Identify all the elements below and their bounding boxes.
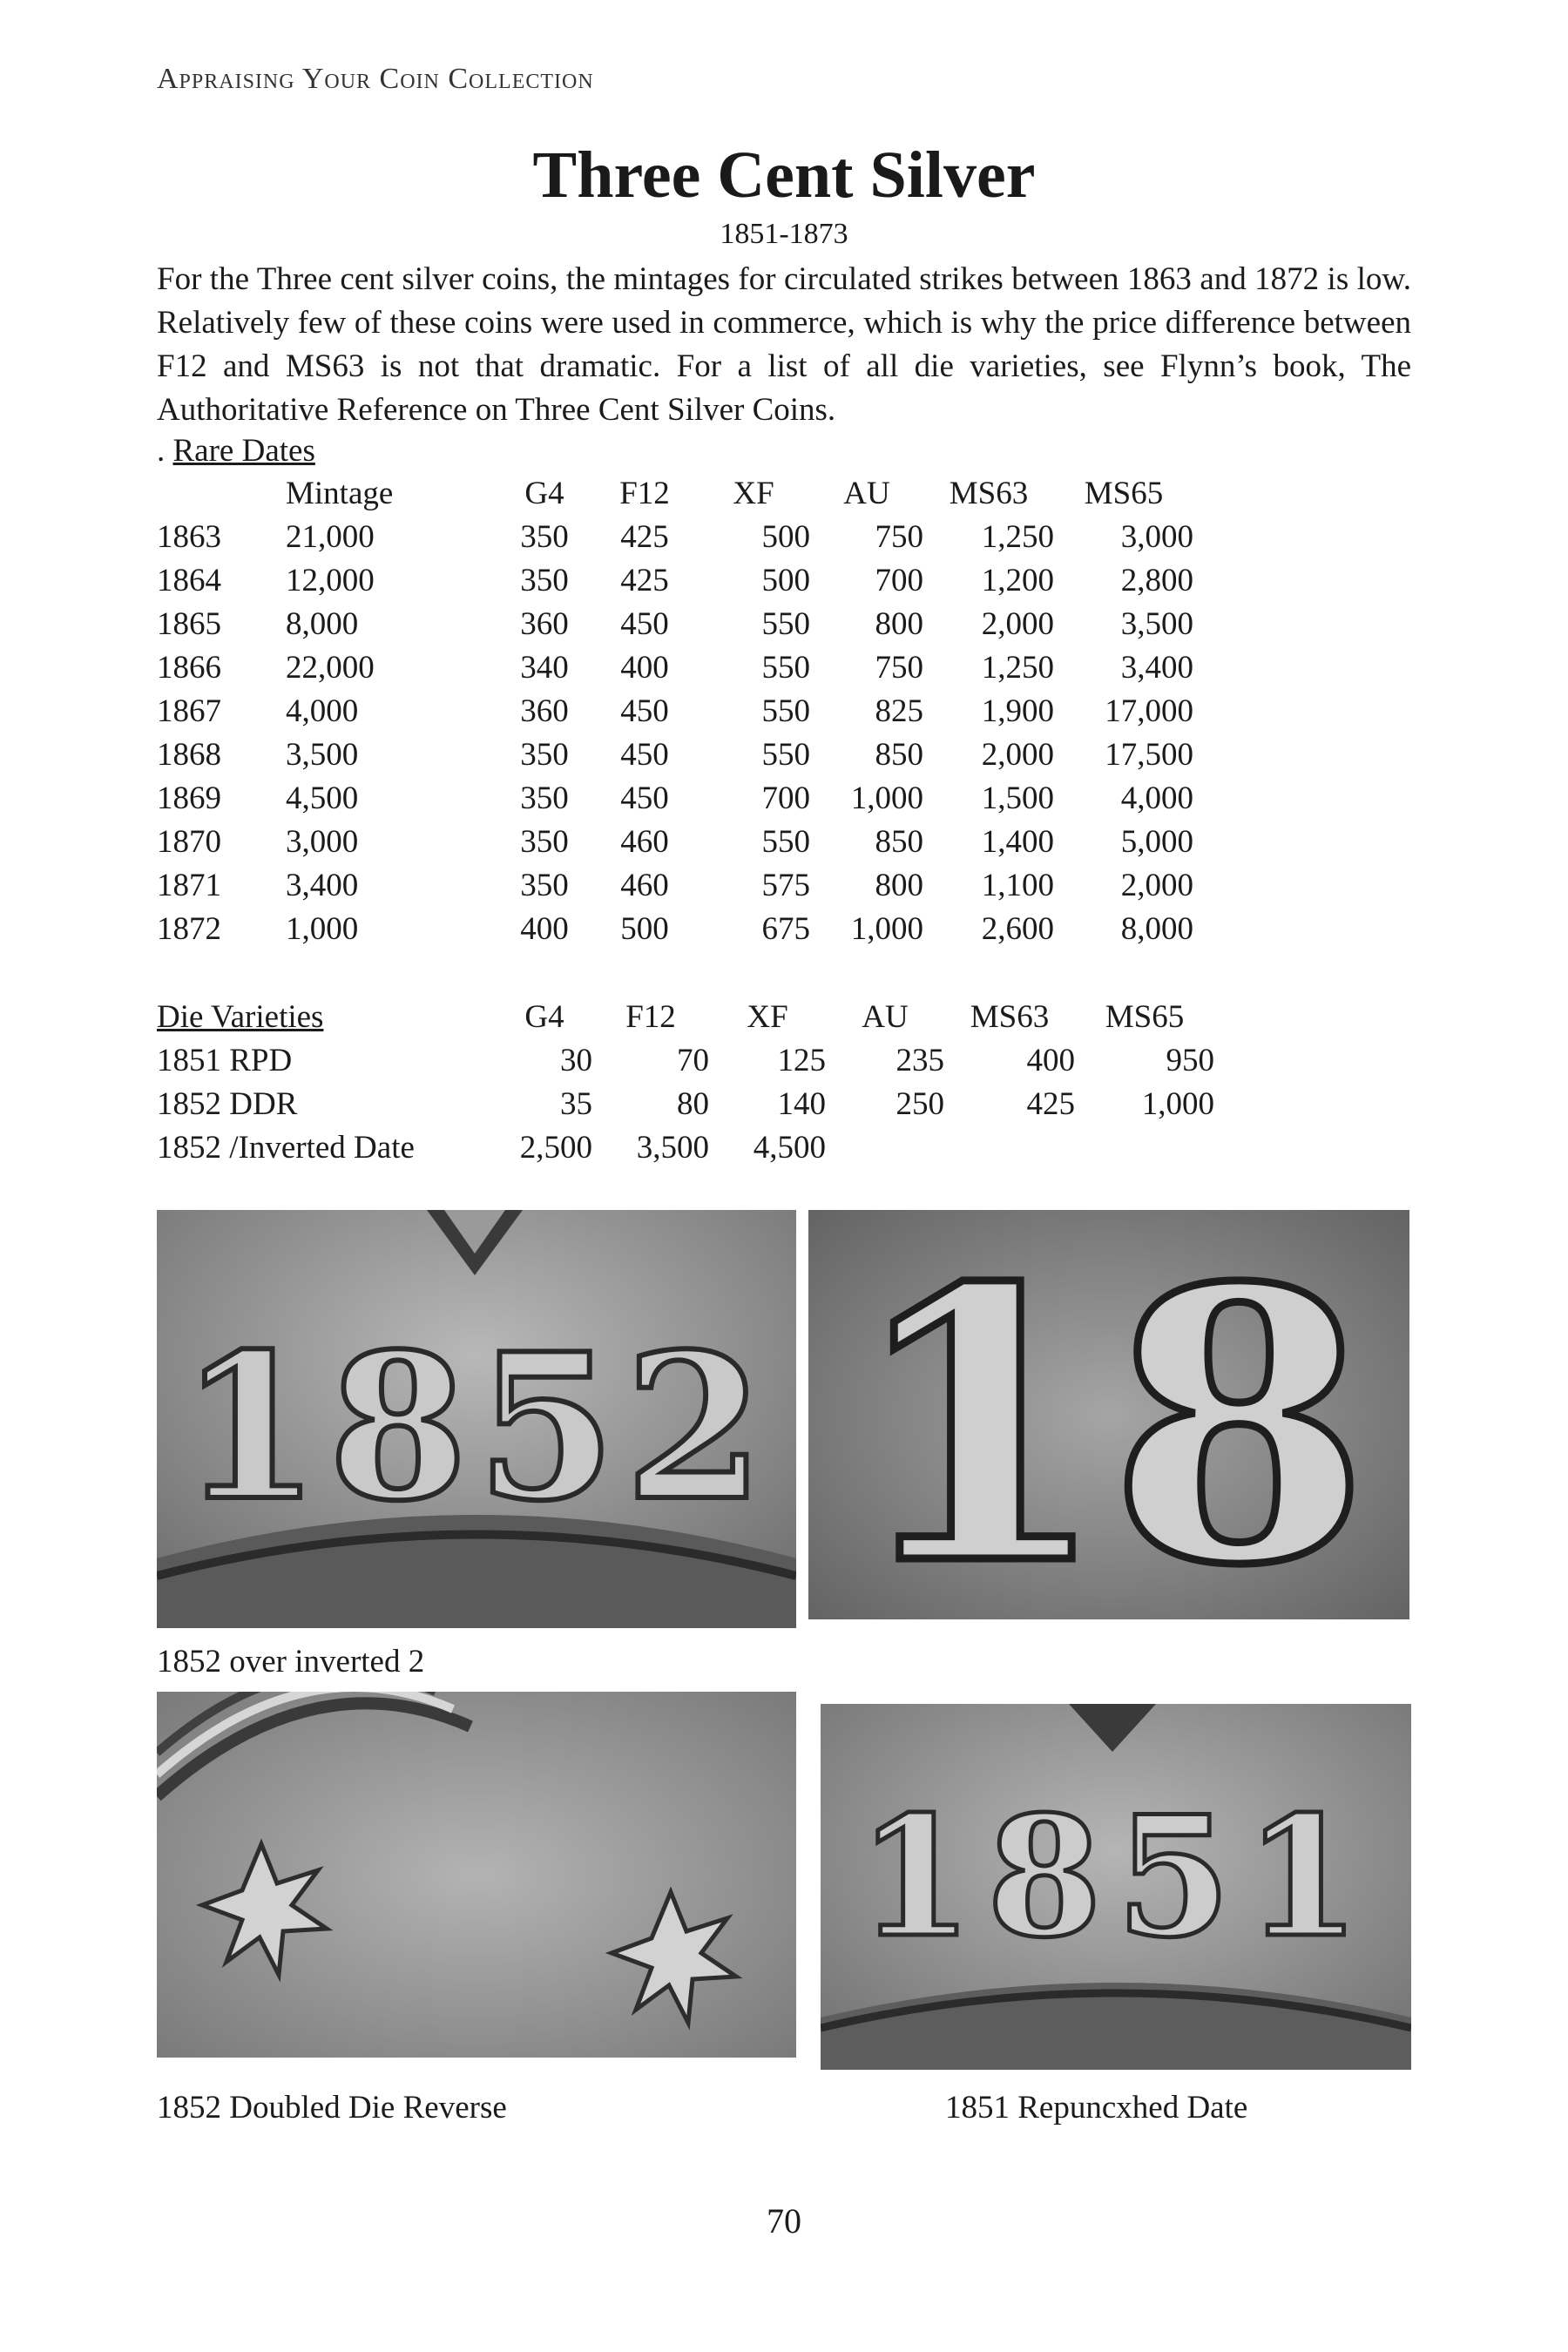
table-cell: AU [843, 476, 890, 511]
table-cell: 125 [777, 1043, 826, 1078]
table-cell: 700 [761, 781, 810, 816]
table-cell: 460 [620, 824, 669, 860]
table-cell: 340 [520, 650, 569, 686]
table-cell: 450 [620, 737, 669, 773]
table-cell: 350 [520, 868, 569, 903]
table-cell: 2,500 [519, 1130, 592, 1166]
table-cell: 8,000 [1120, 911, 1193, 947]
table-cell: 400 [520, 911, 569, 947]
table-cell: MS65 [1105, 999, 1185, 1035]
table-cell: 350 [520, 563, 569, 598]
table-cell: 22,000 [286, 650, 375, 686]
table-cell [826, 1126, 944, 1170]
table-cell: 3,000 [1120, 519, 1193, 555]
photo-digits-1852: 1852 [179, 1310, 774, 1545]
intro-paragraph: For the Three cent silver coins, the mintages for circulated strikes between 1863 and 1872 is low. Relatively few of these coins were used in commerce, which is why the price difference between F12 and MS63 is not that dramatic. For a list of all die varieties, see Flynn’s book, The Authoritative Reference on Three Cent Silver Coins. [157, 261, 1411, 428]
table-cell: 1,250 [981, 519, 1054, 555]
table-cell: 250 [896, 1086, 944, 1122]
table-row [157, 559, 1193, 603]
table-cell: 3,400 [1120, 650, 1193, 686]
table-row [157, 516, 1193, 559]
table-cell: 1,000 [850, 781, 923, 816]
table-cell: 80 [677, 1086, 709, 1122]
table-cell: 450 [620, 693, 669, 729]
table-cell: 2,800 [1120, 563, 1193, 598]
table-cell: 4,000 [286, 693, 359, 729]
table-row [157, 821, 1193, 864]
table-cell: 1,500 [981, 781, 1054, 816]
table-cell: 1,900 [981, 693, 1054, 729]
coin-photo-doubled-die-reverse [157, 1692, 796, 2058]
table-cell: 950 [1166, 1043, 1214, 1078]
table-cell: 1871 [157, 868, 221, 903]
table-cell: MS63 [949, 476, 1029, 511]
table-cell [944, 1126, 1075, 1170]
table-cell: 1,000 [286, 911, 359, 947]
table-cell: 550 [761, 693, 810, 729]
table-row [157, 1126, 1214, 1170]
coin-photo-1852-inverted-date [157, 1210, 796, 1628]
table-cell: 2,000 [1120, 868, 1193, 903]
table-cell: 425 [1026, 1086, 1075, 1122]
table-cell: 235 [896, 1043, 944, 1078]
table-cell: 425 [620, 519, 669, 555]
table-cell: XF [733, 476, 774, 511]
table-cell: F12 [625, 999, 676, 1035]
table-cell: 1864 [157, 563, 221, 598]
rare-dates-table [157, 472, 1193, 951]
table-row [157, 1083, 1214, 1126]
table-cell: 1865 [157, 606, 221, 642]
table-cell: 1851 RPD [157, 1043, 293, 1078]
table-cell: 1,000 [850, 911, 923, 947]
page-title: Three Cent Silver [532, 139, 1036, 212]
table-cell: 425 [620, 563, 669, 598]
table-cell: 360 [520, 606, 569, 642]
table-cell: Die Varieties [157, 999, 324, 1035]
table-cell: 17,000 [1105, 693, 1193, 729]
table-cell: 800 [875, 868, 923, 903]
table-cell [1075, 1126, 1214, 1170]
table-cell: 825 [875, 693, 923, 729]
rare-dates-prefix: . [157, 433, 173, 469]
table-row [157, 690, 1193, 733]
table-cell: 550 [761, 737, 810, 773]
table-row [157, 864, 1193, 908]
table-cell: 1863 [157, 519, 221, 555]
table-cell: 350 [520, 737, 569, 773]
coin-photo-1852-closeup [808, 1210, 1409, 1619]
table-cell: 4,500 [753, 1130, 826, 1166]
table-cell: 675 [761, 911, 810, 947]
table-cell: 550 [761, 606, 810, 642]
table-cell: 575 [761, 868, 810, 903]
table-cell: 550 [761, 650, 810, 686]
table-cell: 350 [520, 781, 569, 816]
rare-dates-heading [157, 432, 315, 470]
table-cell: 1,200 [981, 563, 1054, 598]
table-cell: MS65 [1084, 476, 1164, 511]
table-cell: 12,000 [286, 563, 375, 598]
coin-photo-1851-repunched [821, 1704, 1411, 2070]
table-row [157, 603, 1193, 646]
rare-dates-title: Rare Dates [172, 433, 315, 469]
table-cell: 30 [560, 1043, 592, 1078]
table-cell: G4 [524, 999, 564, 1035]
table-cell: G4 [524, 476, 564, 511]
table-row [157, 646, 1193, 690]
table-cell: 4,500 [286, 781, 359, 816]
table-cell: 400 [620, 650, 669, 686]
table-cell: 5,000 [1120, 824, 1193, 860]
table-cell: 1872 [157, 911, 221, 947]
table-cell: 1852 /Inverted Date [157, 1130, 415, 1166]
table-cell: 1870 [157, 824, 221, 860]
table-cell: 350 [520, 519, 569, 555]
table-row [157, 1039, 1214, 1083]
table-cell: AU [862, 999, 909, 1035]
table-cell: 850 [875, 824, 923, 860]
page-number: 70 [767, 2201, 801, 2240]
table-row [157, 733, 1193, 777]
table-cell: 1866 [157, 650, 221, 686]
table-cell: 35 [560, 1086, 592, 1122]
table-cell: 750 [875, 650, 923, 686]
table-cell: XF [747, 999, 788, 1035]
table-cell: MS63 [970, 999, 1050, 1035]
table-cell: 70 [677, 1043, 709, 1078]
photo-digits-1851: 1851 [857, 1780, 1375, 1974]
caption-doubled-die-reverse: 1852 Doubled Die Reverse [157, 2090, 507, 2126]
table-cell: 1,100 [981, 868, 1054, 903]
table-cell: 500 [761, 563, 810, 598]
table-cell: 2,000 [981, 606, 1054, 642]
table-cell: 500 [761, 519, 810, 555]
table-row [157, 908, 1193, 951]
table-header-row [157, 472, 1193, 516]
caption-inverted-date: 1852 over inverted 2 [157, 1644, 425, 1680]
table-cell: 140 [777, 1086, 826, 1122]
table-cell: 1,400 [981, 824, 1054, 860]
table-cell: 3,500 [286, 737, 359, 773]
table-cell: 450 [620, 606, 669, 642]
table-row [157, 777, 1193, 821]
table-cell: 3,500 [636, 1130, 709, 1166]
table-cell: 1852 DDR [157, 1086, 298, 1122]
table-cell: 8,000 [286, 606, 359, 642]
table-cell: Mintage [286, 476, 394, 511]
table-header-row [157, 996, 1214, 1039]
table-cell: 17,500 [1105, 737, 1193, 773]
table-cell: 350 [520, 824, 569, 860]
table-cell: 550 [761, 824, 810, 860]
table-cell: F12 [619, 476, 670, 511]
table-cell: 2,600 [981, 911, 1054, 947]
caption-repunched-date: 1851 Repuncxhed Date [945, 2090, 1248, 2126]
table-cell: 360 [520, 693, 569, 729]
table-cell: 1,250 [981, 650, 1054, 686]
table-cell: 3,000 [286, 824, 359, 860]
die-varieties-table [157, 996, 1214, 1170]
table-cell: 700 [875, 563, 923, 598]
table-cell: 800 [875, 606, 923, 642]
table-cell: 1,000 [1141, 1086, 1214, 1122]
table-cell: 4,000 [1120, 781, 1193, 816]
table-cell: 850 [875, 737, 923, 773]
table-cell: 3,400 [286, 868, 359, 903]
date-range: 1851-1873 [720, 218, 848, 250]
table-cell: 1868 [157, 737, 221, 773]
table-cell: 1869 [157, 781, 221, 816]
running-head: Appraising Your Coin Collection [157, 63, 594, 95]
table-cell: 21,000 [286, 519, 375, 555]
table-cell: 450 [620, 781, 669, 816]
table-cell: 3,500 [1120, 606, 1193, 642]
table-cell: 500 [620, 911, 669, 947]
table-cell: 750 [875, 519, 923, 555]
table-cell: 1867 [157, 693, 221, 729]
table-cell: 400 [1026, 1043, 1075, 1078]
table-cell [157, 472, 286, 516]
table-cell: 2,000 [981, 737, 1054, 773]
photo-digits-18: 18 [848, 1210, 1370, 1619]
table-cell: 460 [620, 868, 669, 903]
